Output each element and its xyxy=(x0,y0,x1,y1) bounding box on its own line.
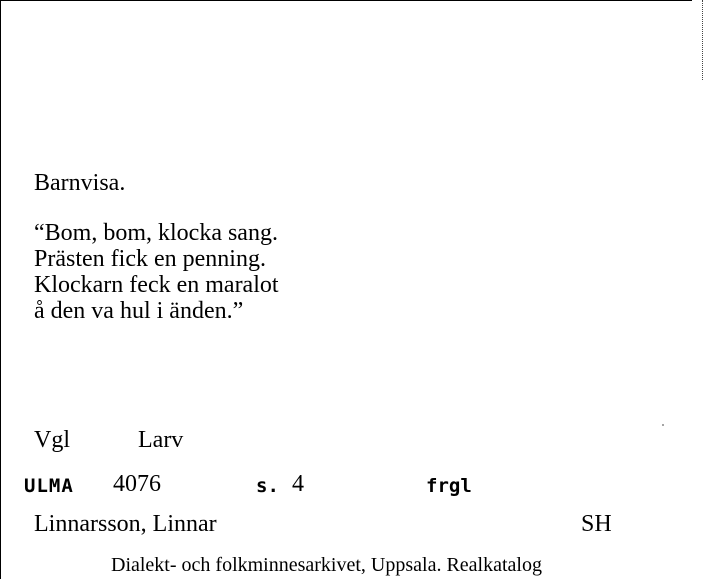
ulma-number: 4076 xyxy=(113,471,161,497)
scan-speck xyxy=(662,424,664,426)
page-number: 4 xyxy=(292,471,304,497)
parish-name: Larv xyxy=(138,427,184,453)
card-right-edge-mark xyxy=(702,0,703,80)
verse-line: Prästen fick en penning. xyxy=(34,246,266,272)
page-label: s. xyxy=(256,475,279,497)
verse-line: Klockarn feck en maralot xyxy=(34,272,279,298)
card-left-border xyxy=(0,0,1,579)
category-code: frgl xyxy=(426,475,472,497)
informant-name: Linnarsson, Linnar xyxy=(34,511,217,537)
verse-line: “Bom, bom, klocka sang. xyxy=(34,220,278,246)
archive-footer: Dialekt- och folkminnesarkivet, Uppsala. Realkatalog xyxy=(111,554,542,576)
ulma-label: ULMA xyxy=(24,475,74,497)
region-code: Vgl xyxy=(34,427,70,453)
verse-line: å den va hul i änden.” xyxy=(34,298,244,324)
recorder-initials: SH xyxy=(581,511,612,537)
card-title: Barnvisa. xyxy=(34,170,126,196)
card-top-border xyxy=(0,0,692,1)
